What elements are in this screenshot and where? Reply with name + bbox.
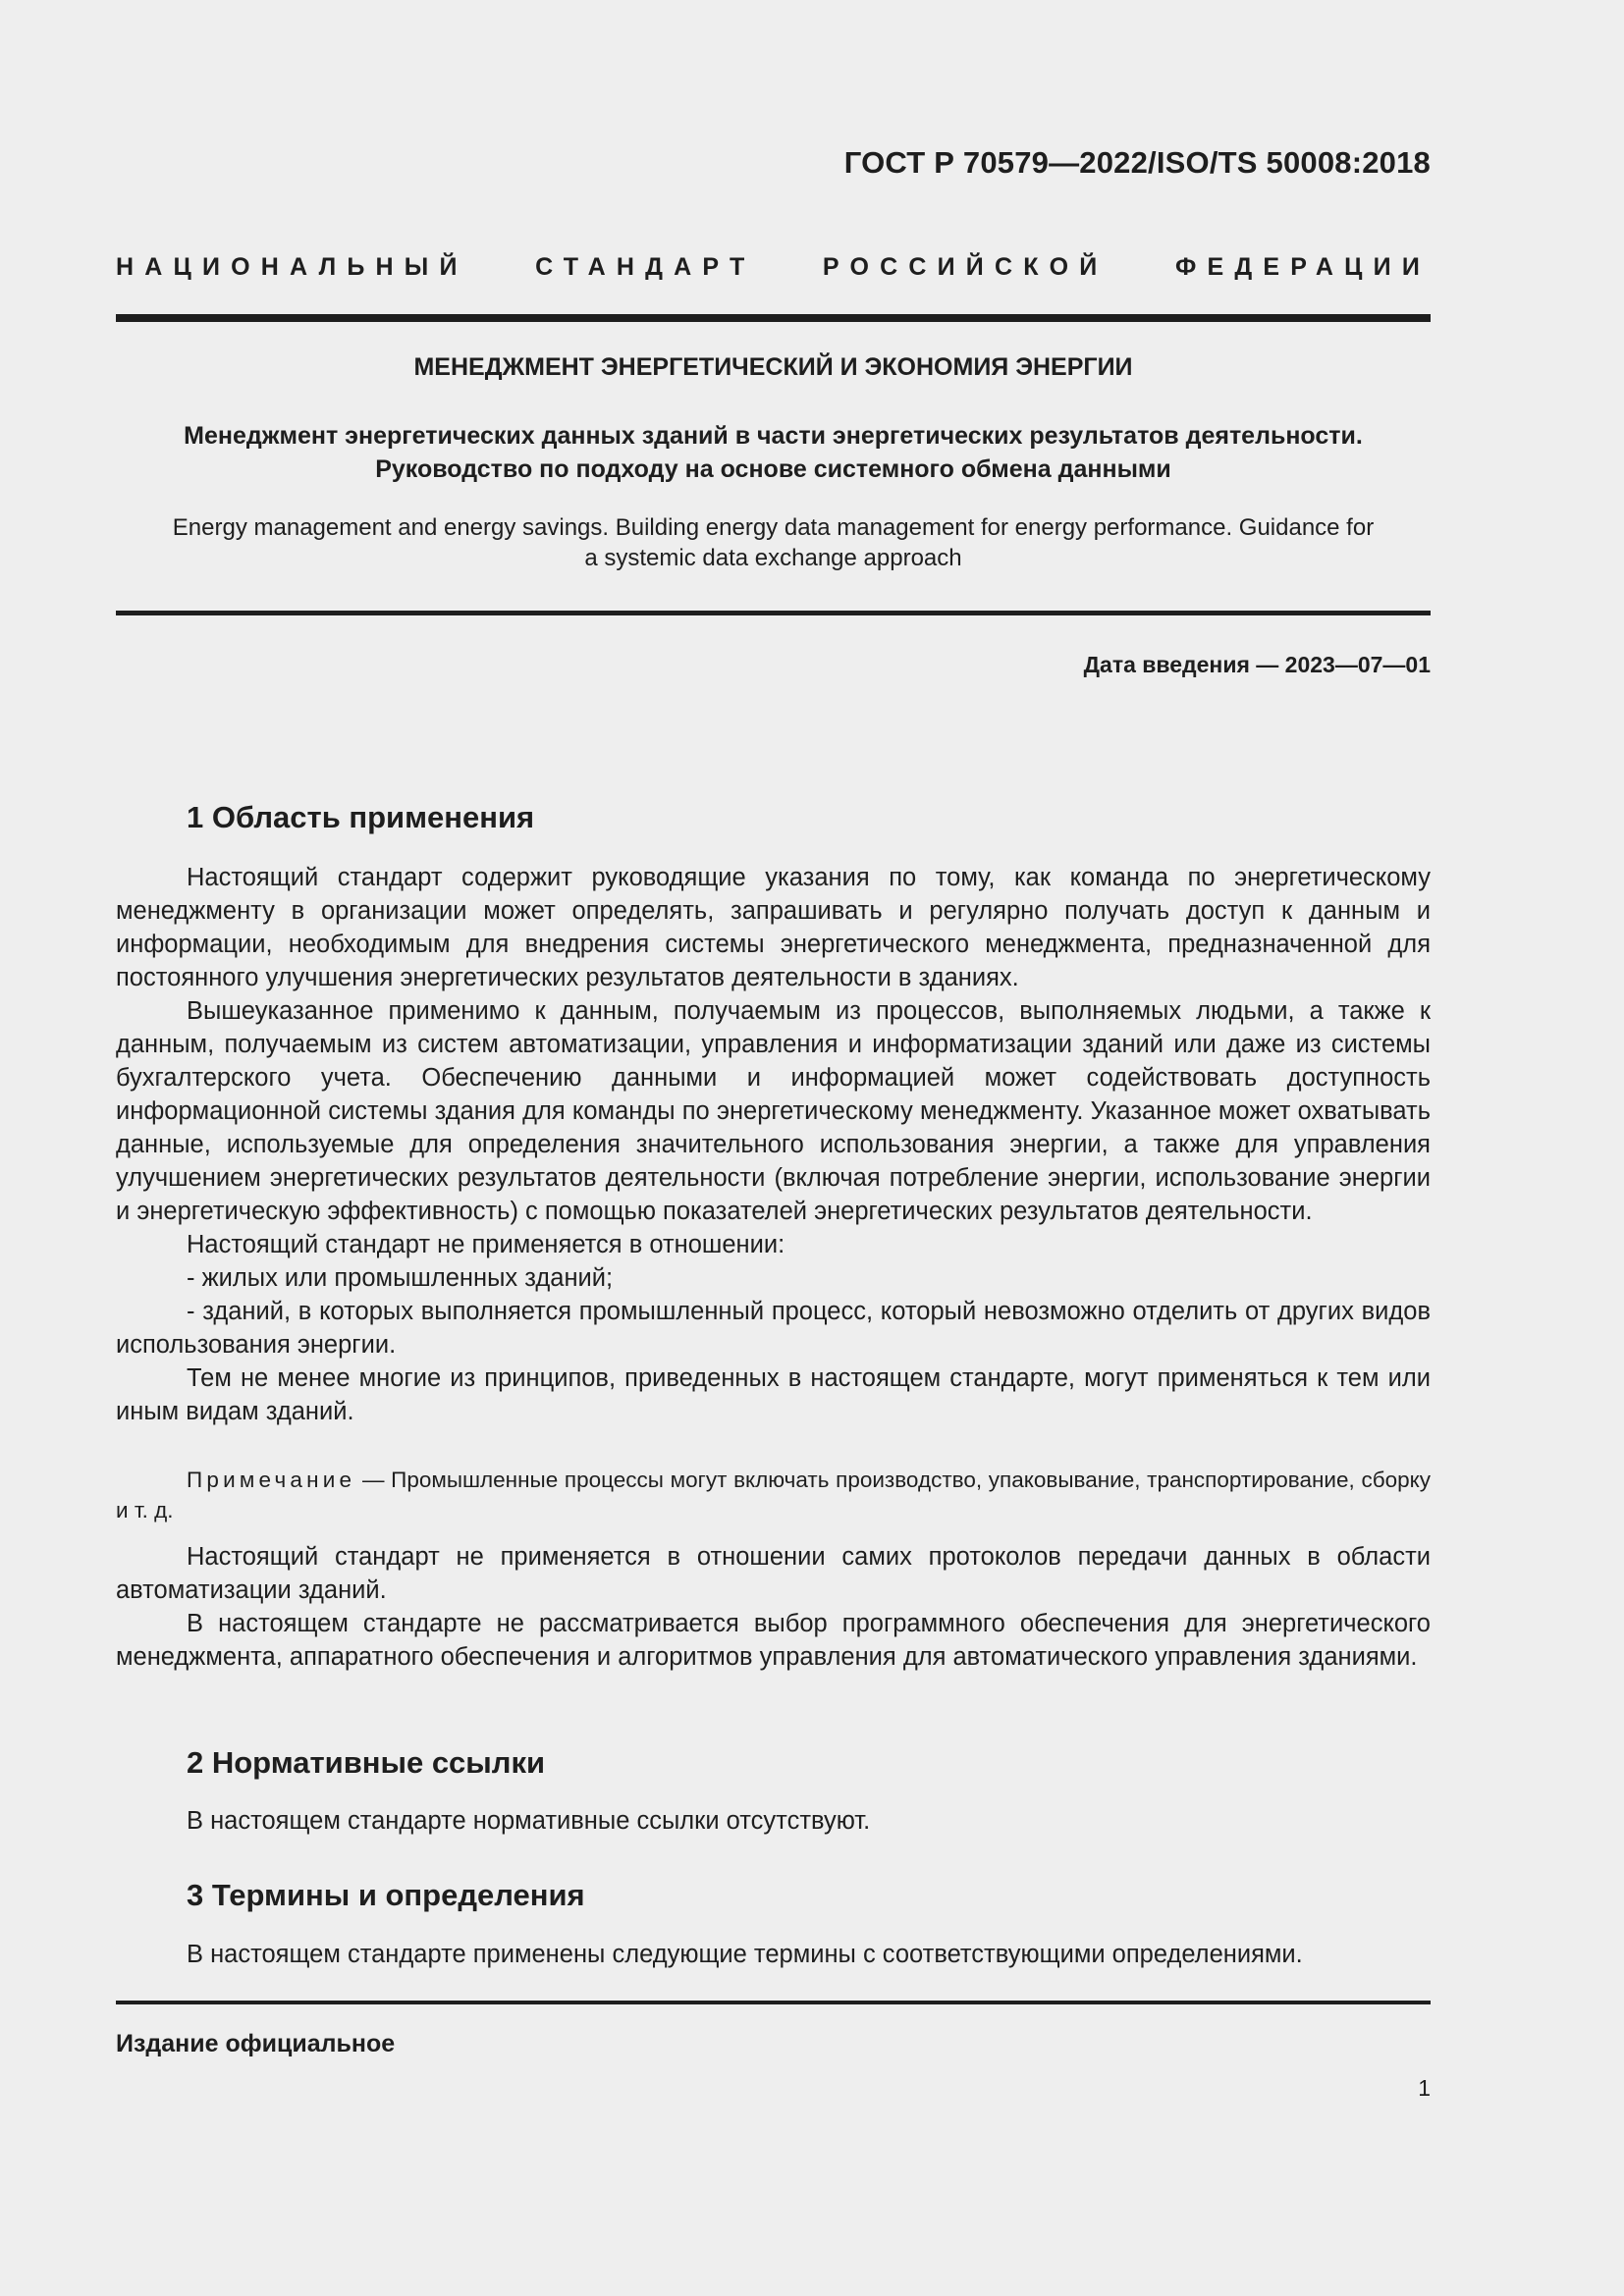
list-item: - зданий, в которых выполняется промышленный процесс, который невозможно отделить от других видов использования энергии. [116,1298,1431,1359]
main-title: МЕНЕДЖМЕНТ ЭНЕРГЕТИЧЕСКИЙ И ЭКОНОМИЯ ЭНЕРГИИ [413,353,1133,381]
paragraph: Тем не менее многие из принципов, приведенных в настоящем стандарте, могут применяться к тем или иным видам зданий. [116,1364,1431,1425]
title-bottom-rule [116,611,1431,615]
paragraph: В настоящем стандарте применены следующие термины с соответствующими определениями. [187,1941,1303,1968]
note-label: Примечание [187,1468,356,1492]
paragraph: Настоящий стандарт не применяется в отношении самих протоколов передачи данных в области автоматизации зданий. [116,1543,1431,1604]
list-item: - жилых или промышленных зданий; [187,1264,614,1292]
paragraph: В настоящем стандарте не рассматривается выбор программного обеспечения для энергетического менеджмента, аппаратного обеспечения и алгоритмов управления для автоматического управления зданиями. [116,1610,1431,1671]
page-number: 1 [1418,2075,1431,2101]
english-title-line-1: Energy management and energy savings. Building energy data management for energy performance. Guidance for [172,514,1375,541]
section-2-heading: 2 Нормативные ссылки [187,1745,546,1780]
section-2-body [116,1804,1431,1838]
paragraph: Вышеуказанное применимо к данным, получаемым из процессов, выполняемых людьми, а также к данным, получаемым из систем автоматизации, управления и информатизации зданий или даже из системы бухгалтерского учета. Обеспечению данными и информацией может содействовать доступность информационной системы здания для команды по энергетическому менеджменту. Указанное может охватывать данные, используемые для определения значительного использования энергии, а также для управления улучшением энергетических результатов деятельности (включая потребление энергии, использование энергии и энергетическую эффективность) с помощью показателей энергетических результатов деятельности. [116,997,1431,1225]
introduction-date: Дата введения — 2023—07—01 [1083,652,1431,677]
section-3-body [116,1938,1431,1971]
paragraph: Настоящий стандарт содержит руководящие указания по тому, как команда по энергетическому менеджменту в организации может определять, запрашивать и регулярно получать доступ к данным и информации, необходимым для внедрения системы энергетического менеджмента, предназначенной для постоянного улучшения энергетических результатов деятельности в зданиях. [116,864,1431,991]
paragraph: Настоящий стандарт не применяется в отношении: [187,1231,785,1258]
paragraph: В настоящем стандарте нормативные ссылки отсутствуют. [187,1807,871,1835]
section-1-body [116,861,1431,1428]
english-title-line-2: a systemic data exchange approach [584,545,962,571]
section-1-heading: 1 Область применения [187,800,535,834]
subtitle-line-2: Руководство по подходу на основе системного обмена данными [375,455,1171,483]
english-title [116,512,1431,573]
section-3-heading: 3 Термины и определения [187,1878,585,1912]
subtitle-line-1: Менеджмент энергетических данных зданий в части энергетических результатов деятельности. [184,422,1363,450]
top-rule [116,314,1431,322]
note [116,1465,1431,1525]
subtitle [116,419,1431,486]
national-standard-label: НАЦИОНАЛЬНЫЙ СТАНДАРТ РОССИЙСКОЙ ФЕДЕРАЦИИ [116,253,1431,281]
section-1-body-continued [116,1540,1431,1674]
edition-label: Издание официальное [116,2030,396,2057]
note-text: — Промышленные процессы могут включать производство, упаковывание, транспортирование, сборку и т. д. [116,1468,1431,1522]
footer-rule [116,2001,1431,2004]
gost-code: ГОСТ Р 70579—2022/ISO/TS 50008:2018 [843,145,1431,180]
